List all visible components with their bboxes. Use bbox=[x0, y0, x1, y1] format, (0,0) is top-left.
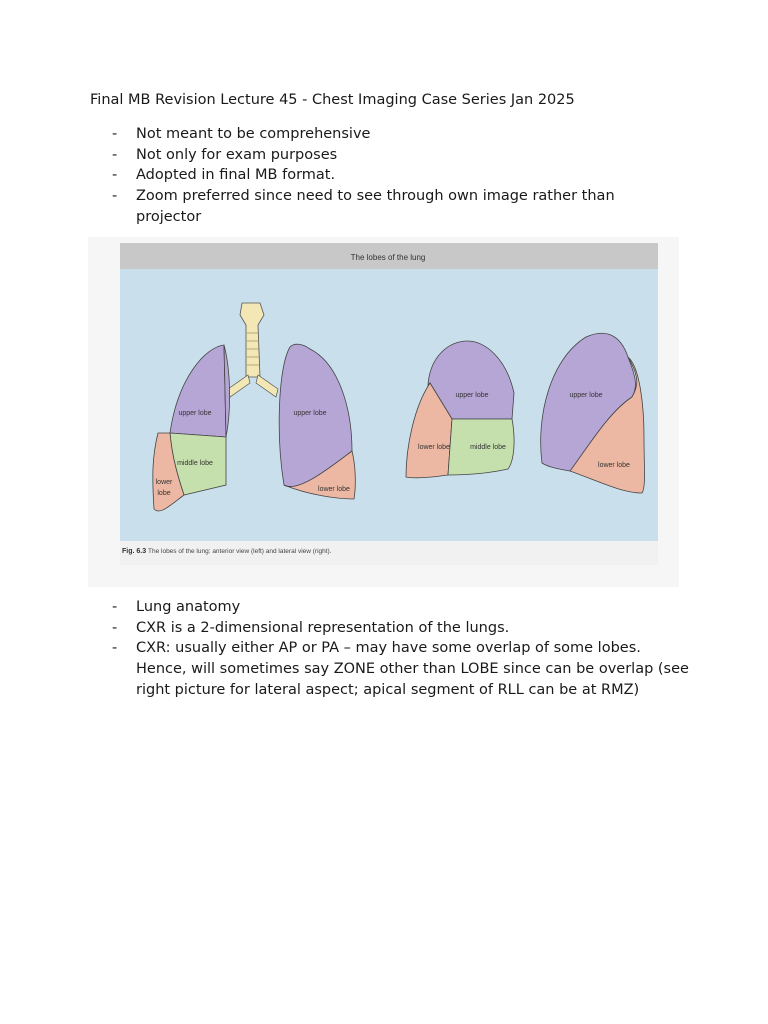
bullet-text: Not meant to be comprehensive bbox=[136, 126, 371, 142]
list-item bbox=[112, 618, 692, 639]
bullet-text: Adopted in final MB format. bbox=[136, 167, 336, 184]
lat1-middle-lobe-label: middle lobe bbox=[470, 444, 506, 451]
list-item bbox=[112, 597, 692, 618]
bullet-dash: - bbox=[112, 599, 118, 615]
followup-bullet-list bbox=[112, 597, 692, 701]
bullet-dash: - bbox=[112, 619, 118, 636]
lung-lobes-figure bbox=[88, 237, 679, 587]
bullet-dash: - bbox=[112, 640, 118, 657]
right-upper-lobe-label: upper lobe bbox=[293, 410, 327, 417]
bullet-text: CXR: usually either AP or PA – may have some overlap of some lobes. Hence, will sometimes say ZONE other than LOBE since can be overlap (see right picture for lateral aspect; apical segment of RLL can be at RMZ) bbox=[136, 640, 689, 698]
bullet-text: Zoom preferred since need to see through own image rather than projector bbox=[136, 188, 615, 225]
document-title: Final MB Revision Lecture 45 - Chest Imaging Case Series Jan 2025 bbox=[90, 92, 575, 108]
bullet-text: Not only for exam purposes bbox=[136, 146, 338, 163]
figure-header-text: The lobes of the lung bbox=[350, 253, 426, 262]
caption-label: Fig. 6.3 bbox=[122, 548, 147, 555]
bullet-dash: - bbox=[112, 126, 118, 142]
lat2-lower-lobe-label: lower lobe bbox=[598, 462, 630, 469]
lat1-lower-lobe-label: lower lobe bbox=[418, 444, 450, 451]
bullet-dash: - bbox=[112, 188, 118, 205]
left-lower-lobe-label-line2: lobe bbox=[157, 490, 171, 497]
left-upper-lobe-label: upper lobe bbox=[178, 410, 212, 417]
list-item bbox=[112, 145, 652, 166]
list-item bbox=[112, 638, 692, 700]
list-item bbox=[112, 124, 652, 145]
bullet-text: Lung anatomy bbox=[136, 599, 241, 615]
left-middle-lobe-label: middle lobe bbox=[177, 460, 213, 467]
caption-text: The lobes of the lung: anterior view (left) and lateral view (right). bbox=[148, 548, 332, 555]
list-item bbox=[112, 186, 652, 227]
bullet-text: CXR is a 2-dimensional representation of the lungs. bbox=[136, 619, 510, 636]
left-lower-lobe-label-line1: lower bbox=[155, 479, 173, 486]
right-lower-lobe-label: lower lobe bbox=[318, 486, 350, 493]
intro-bullet-list bbox=[112, 124, 652, 228]
bullet-dash: - bbox=[112, 167, 118, 184]
lung-lobes-diagram bbox=[88, 237, 679, 587]
bullet-dash: - bbox=[112, 146, 118, 163]
list-item bbox=[112, 165, 652, 186]
lat2-upper-lobe-label: upper lobe bbox=[569, 392, 603, 399]
lat1-upper-lobe-label: upper lobe bbox=[455, 392, 489, 399]
